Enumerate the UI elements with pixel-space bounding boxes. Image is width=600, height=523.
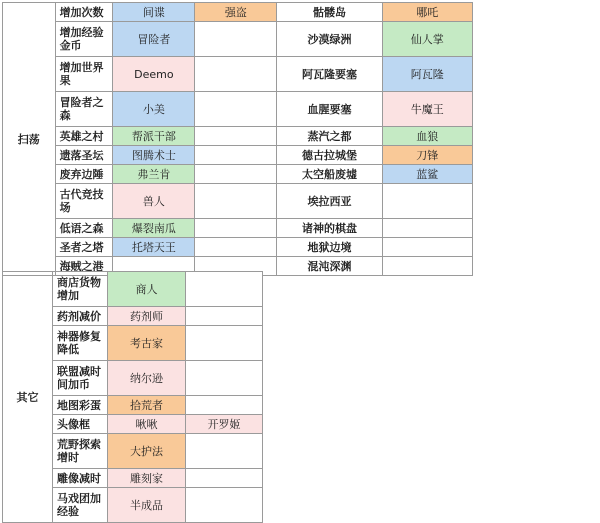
sweep-hero-cell-2: 强盗 [195, 3, 277, 22]
sweep-row [3, 127, 473, 146]
other-effect-label: 头像框 [53, 415, 108, 434]
other-effect-label: 荒野探索增时 [53, 434, 108, 469]
sweep-map-label-right: 混沌深渊 [277, 257, 382, 276]
sweep-row [3, 57, 473, 92]
sweep-row [3, 3, 473, 22]
sweep-map-label-right: 地狱边境 [277, 238, 382, 257]
other-hero-cell-2 [186, 434, 263, 469]
sweep-hero-cell-2 [195, 57, 277, 92]
sweep-hero-cell-right: 血狼 [382, 127, 472, 146]
other-hero-cell-2 [186, 488, 263, 523]
sweep-hero-cell: 爆裂南瓜 [113, 219, 195, 238]
sweep-map-label: 增加次数 [55, 3, 113, 22]
sweep-row [3, 146, 473, 165]
sweep-row [3, 219, 473, 238]
sweep-map-label-right: 德古拉城堡 [277, 146, 382, 165]
other-hero-cell-2 [186, 326, 263, 361]
sweep-hero-cell-right: 刀锋 [382, 146, 472, 165]
sweep-hero-cell: 间谍 [113, 3, 195, 22]
sweep-map-label: 古代竞技场 [55, 184, 113, 219]
other-hero-cell-2 [186, 469, 263, 488]
other-effect-label: 雕像减时 [53, 469, 108, 488]
other-effect-label: 药剂减价 [53, 307, 108, 326]
sweep-hero-cell-2 [195, 184, 277, 219]
sweep-row [3, 184, 473, 219]
sweep-hero-cell-right [382, 257, 472, 276]
sweep-hero-cell-2 [195, 127, 277, 146]
other-effect-label: 商店货物增加 [53, 272, 108, 307]
sweep-row [3, 92, 473, 127]
sweep-hero-cell-right [382, 219, 472, 238]
sweep-map-label: 海贼之港 [55, 257, 113, 276]
sweep-row [3, 165, 473, 184]
other-hero-cell: 啾啾 [108, 415, 186, 434]
other-hero-cell-2 [186, 307, 263, 326]
other-hero-cell-2 [186, 272, 263, 307]
other-hero-cell-2 [186, 396, 263, 415]
sweep-map-label: 增加世界果 [55, 57, 113, 92]
sweep-table [2, 2, 473, 276]
sweep-hero-cell: 托塔天王 [113, 238, 195, 257]
other-table [2, 271, 263, 523]
sweep-row [3, 22, 473, 57]
other-section-label: 其它 [3, 272, 53, 523]
sweep-hero-cell: 帮派干部 [113, 127, 195, 146]
sweep-map-label: 低语之森 [55, 219, 113, 238]
other-row [3, 272, 263, 307]
sweep-section-label: 扫荡 [3, 3, 56, 276]
sweep-hero-cell: 冒险者 [113, 22, 195, 57]
sweep-map-label-right: 骷髅岛 [277, 3, 382, 22]
sweep-hero-cell: 兽人 [113, 184, 195, 219]
sweep-hero-cell-right [382, 184, 472, 219]
sweep-map-label: 圣者之塔 [55, 238, 113, 257]
sweep-map-label: 废弃边陲 [55, 165, 113, 184]
other-hero-cell: 半成品 [108, 488, 186, 523]
sweep-map-label: 冒险者之森 [55, 92, 113, 127]
sweep-hero-cell: 图腾术士 [113, 146, 195, 165]
sweep-hero-cell-right: 蓝鲨 [382, 165, 472, 184]
other-hero-cell-2 [186, 361, 263, 396]
sweep-map-label-right: 埃拉西亚 [277, 184, 382, 219]
sweep-map-label-right: 沙漠绿洲 [277, 22, 382, 57]
sweep-hero-cell: 弗兰肯 [113, 165, 195, 184]
sweep-hero-cell-2 [195, 92, 277, 127]
other-hero-cell: 雕刻家 [108, 469, 186, 488]
sweep-hero-cell: Deemo [113, 57, 195, 92]
sweep-map-label-right: 阿瓦隆要塞 [277, 57, 382, 92]
other-hero-cell: 纳尔逊 [108, 361, 186, 396]
sweep-map-label: 英雄之村 [55, 127, 113, 146]
other-effect-label: 神器修复降低 [53, 326, 108, 361]
sweep-row [3, 238, 473, 257]
other-effect-label: 马戏团加经验 [53, 488, 108, 523]
other-hero-cell: 商人 [108, 272, 186, 307]
sweep-map-label: 增加经验金币 [55, 22, 113, 57]
sweep-hero-cell-2 [195, 238, 277, 257]
sweep-map-label-right: 太空船废墟 [277, 165, 382, 184]
other-hero-cell: 大护法 [108, 434, 186, 469]
other-effect-label: 地图彩蛋 [53, 396, 108, 415]
sweep-hero-cell-right: 哪吒 [382, 3, 472, 22]
sweep-hero-cell-right: 牛魔王 [382, 92, 472, 127]
sweep-map-label-right: 蒸汽之都 [277, 127, 382, 146]
sweep-map-label-right: 血腥要塞 [277, 92, 382, 127]
other-effect-label: 联盟减时间加币 [53, 361, 108, 396]
sweep-map-label-right: 诸神的棋盘 [277, 219, 382, 238]
sweep-hero-cell-2 [195, 22, 277, 57]
sweep-hero-cell-2 [195, 165, 277, 184]
sweep-map-label: 遗落圣坛 [55, 146, 113, 165]
sweep-hero-cell: 小美 [113, 92, 195, 127]
sweep-hero-cell-right [382, 238, 472, 257]
other-hero-cell: 拾荒者 [108, 396, 186, 415]
other-hero-cell: 考古家 [108, 326, 186, 361]
other-hero-cell: 药剂师 [108, 307, 186, 326]
sweep-hero-cell-right: 阿瓦隆 [382, 57, 472, 92]
sweep-hero-cell-right: 仙人掌 [382, 22, 472, 57]
sweep-hero-cell-2 [195, 219, 277, 238]
sweep-hero-cell-2 [195, 146, 277, 165]
other-hero-cell-2: 开罗姬 [186, 415, 263, 434]
